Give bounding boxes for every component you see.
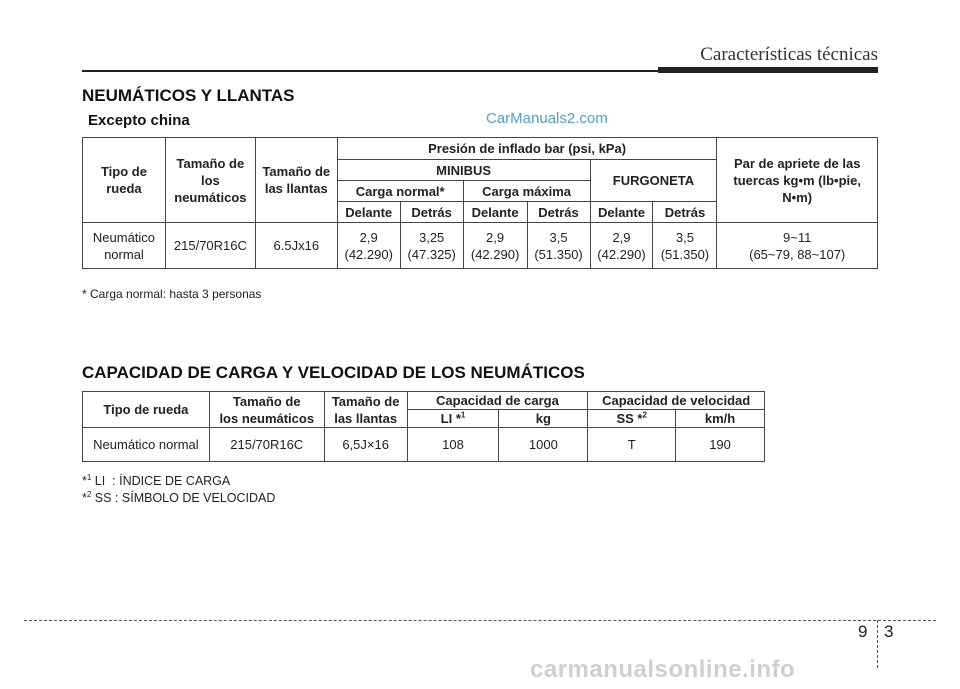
header-wheel-type: Tipo de rueda	[83, 392, 210, 428]
cell-ss: T	[588, 428, 676, 462]
cell-pressure: 2,9 (42.290)	[590, 223, 653, 269]
section-title-tires: NEUMÁTICOS Y LLANTAS	[82, 86, 295, 105]
cell-kg: 1000	[499, 428, 588, 462]
header-front: Delante	[590, 202, 653, 223]
header-max-load: Carga máxima	[463, 181, 590, 202]
header-furgoneta: FURGONETA	[590, 160, 717, 202]
header-rear: Detrás	[653, 202, 717, 223]
header-speed-capacity: Capacidad de velocidad	[588, 392, 765, 410]
page-number-divider	[877, 620, 878, 668]
header-rule-accent	[658, 67, 878, 73]
load-note: * Carga normal: hasta 3 personas	[82, 287, 262, 301]
cell-pressure: 3,5 (51.350)	[527, 223, 590, 269]
cell-pressure: 3,25 (47.325)	[400, 223, 463, 269]
header-front: Delante	[337, 202, 400, 223]
page-number: 3	[884, 622, 894, 641]
header-ss: SS *$^2$	[588, 410, 676, 428]
header-torque: Par de apriete de las tuercas kg•m (lb•pie, N•m)	[717, 138, 878, 223]
header-front: Delante	[463, 202, 527, 223]
header-tire-size: Tamaño de los neumáticos	[165, 138, 255, 223]
header-minibus: MINIBUS	[337, 160, 590, 181]
footnote-ss: *$^2$ SS : SÍMBOLO DE VELOCIDAD	[82, 489, 276, 505]
header-wheel-type: Tipo de rueda	[83, 138, 166, 223]
header-kmh: km/h	[676, 410, 765, 428]
table-row	[83, 223, 878, 269]
footer-divider	[24, 620, 936, 621]
cell-kmh: 190	[676, 428, 765, 462]
cell-rim-size: 6,5J×16	[324, 428, 407, 462]
cell-wheel-type: Neumático normal	[83, 428, 210, 462]
watermark-bottom: carmanualsonline.info	[530, 656, 796, 683]
header-rear: Detrás	[400, 202, 463, 223]
cell-rim-size: 6.5Jx16	[255, 223, 337, 269]
table-row	[83, 428, 765, 462]
header-rear: Detrás	[527, 202, 590, 223]
cell-li: 108	[407, 428, 499, 462]
header-title: Características técnicas	[700, 44, 878, 65]
tire-pressure-table	[82, 137, 878, 269]
cell-tire-size: 215/70R16C	[165, 223, 255, 269]
cell-tire-size: 215/70R16C	[209, 428, 324, 462]
cell-torque: 9~11 (65~79, 88~107)	[717, 223, 878, 269]
cell-pressure: 3,5 (51.350)	[653, 223, 717, 269]
header-rim-size: Tamaño de las llantas	[255, 138, 337, 223]
watermark-link[interactable]: CarManuals2.com	[486, 110, 608, 127]
chapter-number: 9	[858, 622, 868, 641]
cell-wheel-type: Neumático normal	[83, 223, 166, 269]
header-load-capacity: Capacidad de carga	[407, 392, 588, 410]
header-tire-size: Tamaño de los neumáticos	[209, 392, 324, 428]
section-subtitle: Excepto china	[88, 112, 190, 129]
footnote-li: *$^1$ LI : ÍNDICE DE CARGA	[82, 472, 231, 488]
capacity-table	[82, 391, 765, 462]
header-pressure: Presión de inflado bar (psi, kPa)	[337, 138, 717, 160]
header-kg: kg	[499, 410, 588, 428]
header-rule	[82, 70, 658, 72]
header-li: LI *$^1$	[407, 410, 499, 428]
header-normal-load: Carga normal*	[337, 181, 463, 202]
header-rim-size: Tamaño de las llantas	[324, 392, 407, 428]
section-title-capacity: CAPACIDAD DE CARGA Y VELOCIDAD DE LOS NEUMÁTICOS	[82, 363, 585, 382]
cell-pressure: 2,9 (42.290)	[463, 223, 527, 269]
cell-pressure: 2,9 (42.290)	[337, 223, 400, 269]
